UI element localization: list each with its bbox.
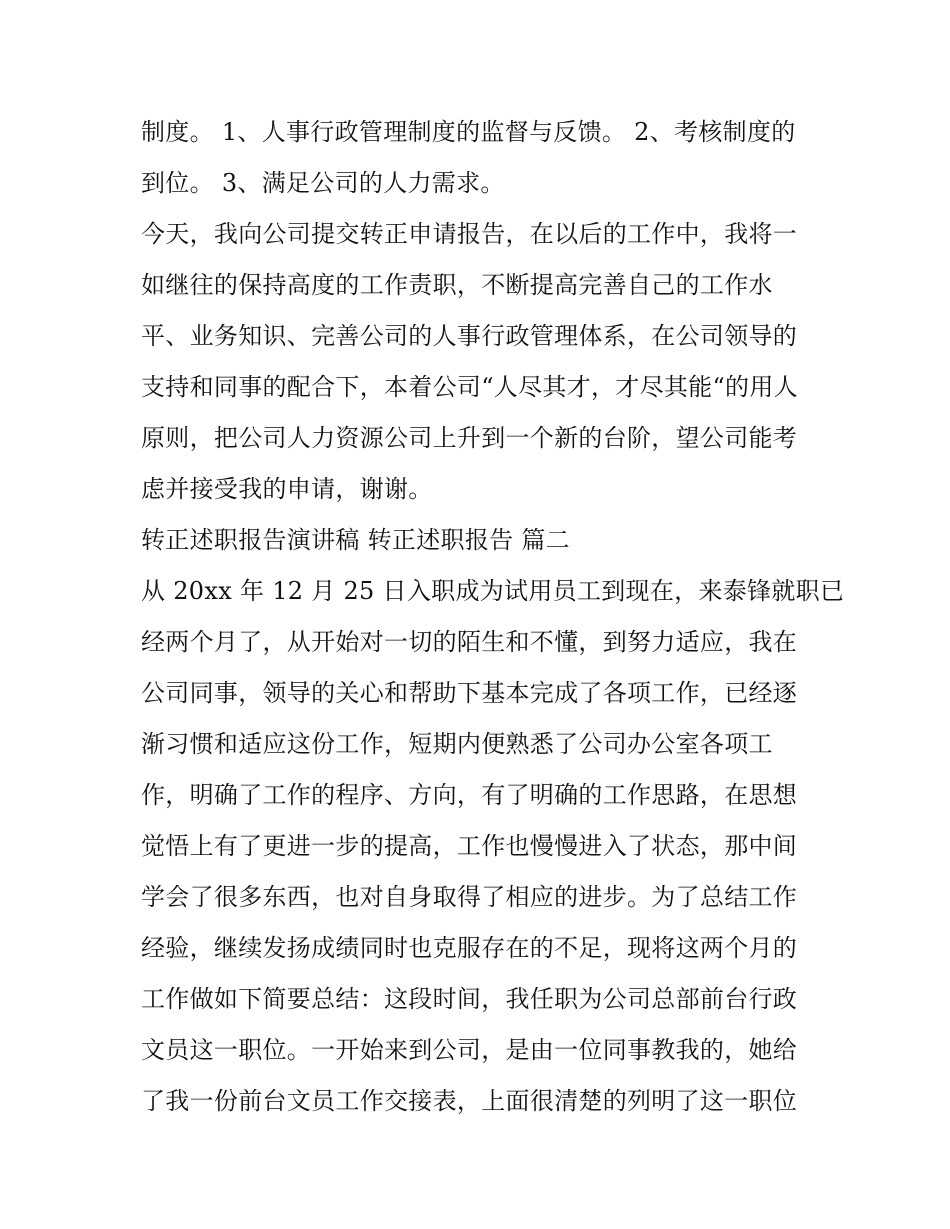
text-line: 公司同事，领导的关心和帮助下基本完成了各项工作，已经逐	[141, 679, 798, 707]
text-line: 经两个月了，从开始对一切的陌生和不懂，到努力适应，我在	[141, 628, 798, 656]
text-line: 平、业务知识、完善公司的人事行政管理体系，在公司领导的	[141, 322, 798, 350]
text-line: 作，明确了工作的程序、方向，有了明确的工作思路，在思想	[141, 781, 798, 809]
text-line: 从 20xx 年 12 月 25 日入职成为试用员工到现在，来泰锋就职已	[141, 577, 845, 605]
text-line: 工作做如下简要总结：这段时间，我任职为公司总部前台行政	[141, 985, 798, 1013]
text-line: 经验，继续发扬成绩同时也克服存在的不足，现将这两个月的	[141, 934, 798, 962]
text-line: 制度。 1、人事行政管理制度的监督与反馈。 2、考核制度的	[141, 118, 796, 146]
body-text	[141, 107, 845, 1127]
text-line: 了我一份前台文员工作交接表，上面很清楚的列明了这一职位	[141, 1087, 798, 1115]
text-line: 觉悟上有了更进一步的提高，工作也慢慢进入了状态，那中间	[141, 832, 798, 860]
text-line: 文员这一职位。一开始来到公司，是由一位同事教我的，她给	[141, 1036, 798, 1064]
text-line: 支持和同事的配合下，本着公司“人尽其才，才尽其能“的用人	[141, 373, 798, 401]
text-line: 如继往的保持高度的工作责职，不断提高完善自己的工作水	[141, 271, 773, 299]
text-line: 学会了很多东西，也对自身取得了相应的进步。为了总结工作	[141, 883, 798, 911]
text-line: 虑并接受我的申请，谢谢。	[141, 475, 433, 503]
text-line: 今天，我向公司提交转正申请报告，在以后的工作中，我将一	[141, 220, 798, 248]
text-line: 到位。 3、满足公司的人力需求。	[141, 169, 505, 197]
text-line: 原则，把公司人力资源公司上升到一个新的台阶，望公司能考	[141, 424, 798, 452]
section-heading: 转正述职报告演讲稿 转正述职报告 篇二	[141, 526, 570, 554]
text-line: 渐习惯和适应这份工作，短期内便熟悉了公司办公室各项工	[141, 730, 773, 758]
